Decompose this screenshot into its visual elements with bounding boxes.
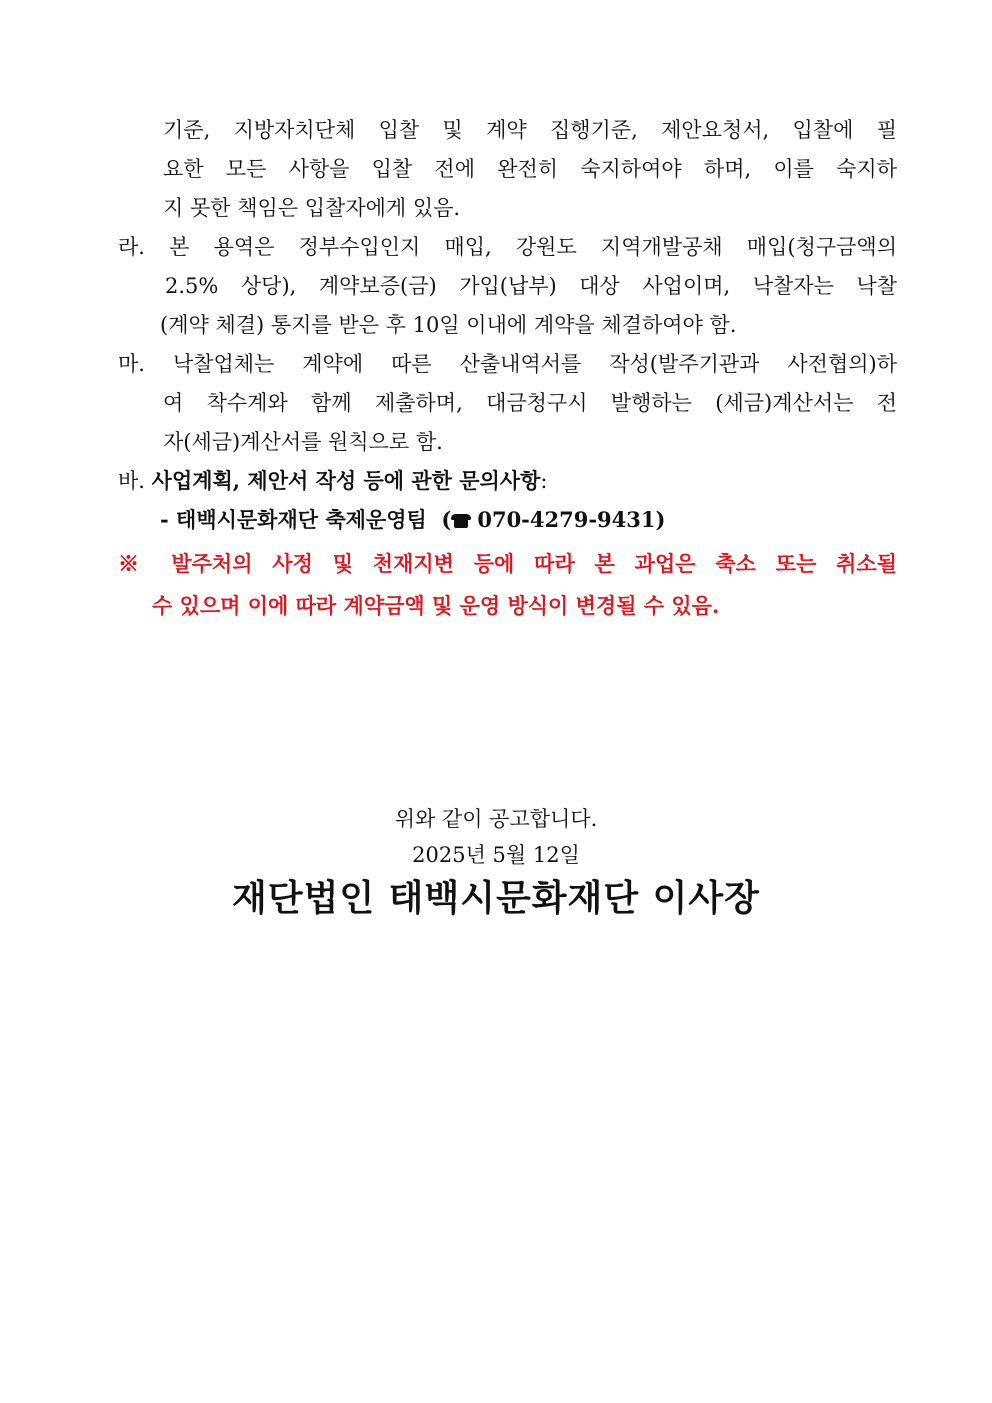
telephone-icon (451, 514, 471, 528)
paragraph-continuation-line-2: 요한 모든 사항을 입찰 전에 완전히 숙지하여야 하며, 이를 숙지하 (163, 157, 897, 181)
item-ra-line-1: 라. 본 용역은 정부수입인지 매입, 강원도 지역개발공채 매입(청구금액의 (118, 235, 897, 259)
notice-line-1: ※ 발주처의 사정 및 천재지변 등에 따라 본 과업은 축소 또는 취소될 (118, 551, 897, 576)
item-ba-line (118, 465, 547, 497)
item-ma-line-1: 마. 낙찰업체는 계약에 따른 산출내역서를 작성(발주기관과 사전협의)하 (118, 352, 897, 376)
notice-line-2: 수 있으며 이에 따라 계약금액 및 운영 방식이 변경될 수 있음. (152, 593, 720, 618)
contact-paren-open: ( (441, 507, 452, 532)
inquiry-colon: : (540, 469, 548, 493)
item-ra-line-2: 2.5% 상당), 계약보증(금) 가입(납부) 대상 사업이며, 낙찰자는 낙찰 (165, 274, 897, 298)
item-ra-line-3: (계약 체결) 통지를 받은 후 10일 이내에 계약을 체결하여야 함. (160, 313, 737, 337)
issuer-signature: 재단법인 태백시문화재단 이사장 (232, 877, 760, 919)
item-ma-line-2: 여 착수계와 함께 제출하며, 대금청구시 발행하는 (세금)계산서는 전 (163, 391, 897, 415)
announcement-date: 2025년 5월 12일 (412, 843, 580, 867)
contact-team: - 태백시문화재단 축제운영팀 (160, 507, 427, 532)
item-ba-prefix: 바. (118, 469, 145, 493)
contact-line (160, 504, 665, 536)
contact-phone-number: 070-4279-9431) (477, 507, 666, 532)
paragraph-continuation-line-1: 기준, 지방자치단체 입찰 및 계약 집행기준, 제안요청서, 입찰에 필 (163, 118, 897, 142)
announcement-statement: 위와 같이 공고합니다. (394, 807, 598, 831)
inquiry-heading: 사업계획, 제안서 작성 등에 관한 문의사항 (151, 468, 541, 493)
paragraph-continuation-line-3: 지 못한 책임은 입찰자에게 있음. (163, 196, 461, 220)
item-ma-line-3: 자(세금)계산서를 원칙으로 함. (163, 430, 443, 454)
